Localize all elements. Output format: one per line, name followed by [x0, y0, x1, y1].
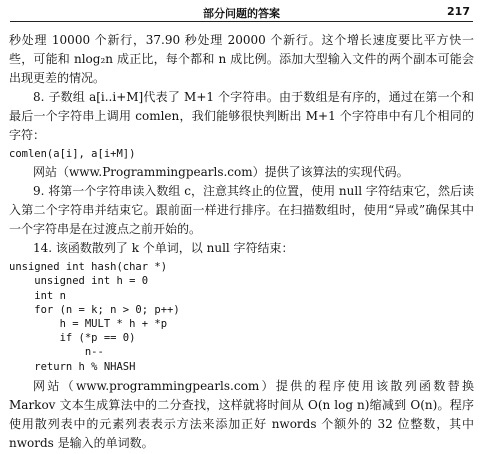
code-hash-function: unsigned int hash(char *) unsigned int h = 0 int n for (n = k; n > 0; p++) h = MULT * h + *p if (*p == 0) n-- return h % NHASH — [9, 261, 180, 373]
page-number: 217 — [447, 5, 470, 18]
chapter-title: 部分问题的答案 — [203, 7, 280, 20]
page-body — [9, 31, 474, 453]
paragraph-website-note-2: 网站（www.programmingpearls.com）提供的程序使用该散列函数替换 Markov 文本生成算法中的二分查找，这样就将时间从 O(n log n)缩减到 O(n)。程序使用散列表中的元素列表表示方法来添加正好 nwords 个额外的 32 位整数，其中 nwords 是输入的单词数。 — [9, 378, 474, 450]
code-comlen-call: comlen(a[i], a[i+M]) — [9, 148, 136, 160]
paragraph-timing: 秒处理 10000 个新行，37.90 秒处理 20000 个新行。这个增长速度要比平方快一些，可能和 nlog₂n 成正比，每个都和 n 成比例。添加大型输入文件的两个副本可能会出现更差的情况。 — [9, 33, 474, 85]
paragraph-answer-9: 9. 将第一个字符串读入数组 c，注意其终止的位置，使用 null 字符结束它，然后读入第二个字符串并结束它。跟前面一样进行排序。在扫描数组时，使用“异或”确保其中一个字符串是在过渡点之前开始的。 — [9, 184, 474, 237]
paragraph-website-note-1: 网站（www.Programmingpearls.com）提供了该算法的实现代码。 — [33, 165, 409, 180]
paragraph-answer-8: 8. 子数组 a[i..i+M]代表了 M+1 个字符串。由于数组是有序的，通过在第一个和最后一个字符串上调用 comlen，我们能够很快判断出 M+1 个字符串中有几个相同的字符： — [9, 90, 474, 142]
paragraph-answer-14: 14. 该函数散列了 k 个单词，以 null 字符结束： — [33, 241, 294, 256]
page-header — [10, 5, 473, 22]
